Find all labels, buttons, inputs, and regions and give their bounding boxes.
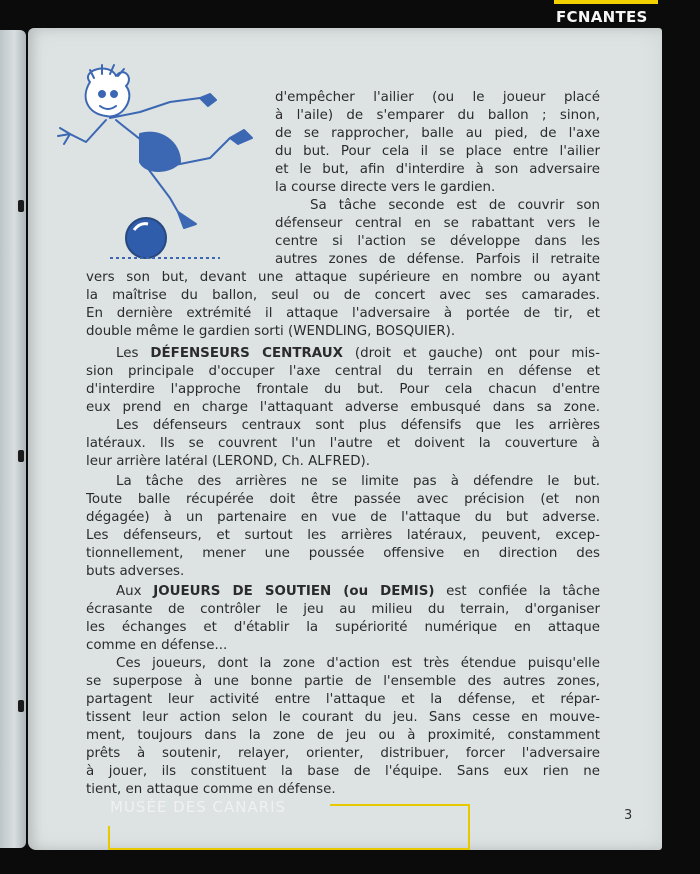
paragraph-2-line: vers son but, devant une attaque supérieure en nombre ou ayant [86,270,600,285]
paragraph-1-line: à l'aile) de s'emparer du ballon ; sinon, [275,108,600,123]
musee-des-canaris-watermark: MUSÉE DES CANARIS [110,798,287,816]
paragraph-1-line: de se rapprocher, balle au pied, de l'axe [275,126,600,141]
watermark-frame [108,848,470,850]
paragraph-4-line: leur arrière latéral (LEROND, Ch. ALFRED). [86,454,371,469]
text-run: est confiée la tâche [434,584,600,599]
paragraph-5-line: La tâche des arrières ne se limite pas à défendre le but. [116,474,600,489]
heading-joueurs-de-soutien: JOUEURS DE SOUTIEN (ou DEMIS) [153,584,435,599]
paragraph-1-line: d'empêcher l'ailier (ou le joueur placé [275,90,600,105]
watermark-frame [468,804,470,850]
logo-accent-bar [554,0,658,4]
paragraph-7-line: tissent leur action selon le courant du jeu. Sans cesse en mouve- [86,710,600,725]
paragraph-5-line: Toute balle récupérée doit être passée avec précision (et non [86,492,600,507]
paragraph-3-line: d'interdire l'approche frontale du but. Pour cela chacun d'entre [86,382,600,397]
paragraph-5-line: buts adverses. [86,564,185,579]
watermark-frame [330,804,470,806]
paragraph-6-line: les échanges et d'établir la supériorité numérique en attaque [86,620,600,635]
heading-defenseurs-centraux: DÉFENSEURS CENTRAUX [150,346,343,361]
paragraph-2-line: la maîtrise du ballon, seul ou de concert avec ses camarades. [86,288,600,303]
paragraph-7-line: tient, en attaque comme en défense. [86,782,336,797]
paragraph-2-line: défenseur central en se rabattant vers le [275,216,600,231]
paragraph-7-line: ment, toujours dans la zone de jeu ou à proximité, constamment [86,728,600,743]
paragraph-7-line: se superpose à une bonne partie de l'ensemble des autres zones, [86,674,600,689]
binding-mark [18,450,24,462]
watermark-frame [108,826,110,850]
paragraph-2-line: En dernière extrémité il attaque l'adversaire à portée de tir, et [86,306,600,321]
page-number: 3 [624,808,633,823]
binding-mark [18,700,24,712]
paragraph-5-line: Les défenseurs, et surtout les arrières latéraux, peuvent, excep- [86,528,600,543]
paragraph-6-line: écrasante de contrôler le jeu au milieu du terrain, d'organiser [86,602,600,617]
footballer-illustration [50,62,270,272]
paragraph-4-line: latéraux. Ils se couvrent l'un l'autre et doivent la couverture à [86,436,600,451]
paragraph-3-line: eux prend en charge l'attaquant adverse embusqué dans sa zone. [86,400,600,415]
paragraph-2-line: centre si l'action se développe dans les [275,234,600,249]
paragraph-7-line: Ces joueurs, dont la zone d'action est très étendue puisqu'elle [116,656,600,671]
paragraph-5-line: tionnellement, mener une poussée offensive en direction des [86,546,600,561]
paragraph-5-line: dégagée) à un partenaire en vue de l'attaque du but adverse. [86,510,600,525]
paragraph-7-line: à jouer, ils constituent la base de l'équipe. Sans eux rien ne [86,764,600,779]
paragraph-3-first-line [116,346,600,361]
paragraph-2-line: double même le gardien sorti (WENDLING, BOSQUIER). [86,324,456,339]
paragraph-1-line: la course directe vers le gardien. [275,180,496,195]
binding-mark [18,200,24,212]
paragraph-7-line: prêts à soutenir, relayer, orienter, distribuer, forcer l'adversaire [86,746,600,761]
previous-page-edge [0,30,26,848]
fcnantes-logo: FCNANTES [556,8,648,26]
paragraph-6-first-line [116,584,600,599]
paragraph-1-line: et le but, afin d'interdire à son adversaire [275,162,600,177]
paragraph-1-line: du but. Pour cela il se place entre l'ailier [275,144,600,159]
paragraph-2-line: Sa tâche seconde est de couvrir son [310,198,600,213]
paragraph-7-line: partagent leur activité entre l'attaque et la défense, et répar- [86,692,600,707]
paragraph-6-line: comme en défense... [86,638,228,653]
paragraph-2-line: autres zones de défense. Parfois il retraite [275,252,600,267]
text-run: Les [116,346,151,361]
text-run: Aux [116,584,154,599]
paragraph-4-line: Les défenseurs centraux sont plus défensifs que les arrières [116,418,600,433]
text-run: (droit et gauche) ont pour mis- [342,346,600,361]
paragraph-3-line: sion principale d'occuper l'axe central du terrain en défense et [86,364,600,379]
